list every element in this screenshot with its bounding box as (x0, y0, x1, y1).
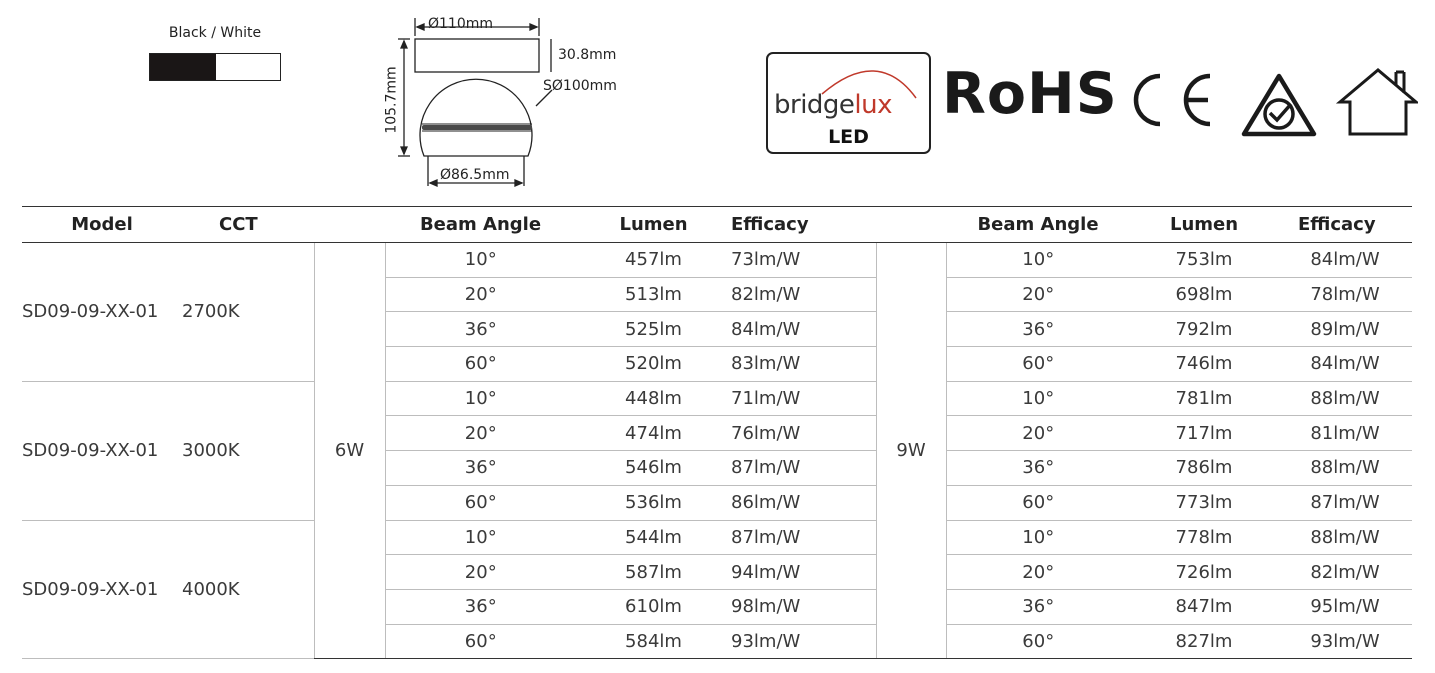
beam-b-cell: 36° (946, 312, 1130, 347)
beam-a-cell: 20° (385, 555, 576, 590)
dimension-top-height: 30.8mm (558, 47, 617, 63)
efficacy-b-cell: 88lm/W (1278, 381, 1412, 416)
efficacy-a-cell: 71lm/W (731, 381, 876, 416)
table-header-row (22, 207, 1412, 243)
header-power-a (314, 207, 385, 243)
efficacy-b-cell: 81lm/W (1278, 416, 1412, 451)
bridgelux-word-b: lux (854, 90, 893, 120)
cct-cell: 3000K (182, 381, 314, 520)
header-efficacy-b: Efficacy (1278, 207, 1412, 243)
beam-a-cell: 20° (385, 416, 576, 451)
lumen-a-cell: 525lm (576, 312, 731, 347)
lumen-b-cell: 847lm (1130, 589, 1278, 624)
beam-b-cell: 10° (946, 243, 1130, 278)
lumen-a-cell: 448lm (576, 381, 731, 416)
efficacy-a-cell: 86lm/W (731, 485, 876, 520)
lumen-b-cell: 726lm (1130, 555, 1278, 590)
efficacy-b-cell: 78lm/W (1278, 277, 1412, 312)
dimension-sphere: SØ100mm (543, 78, 617, 94)
spec-table (22, 206, 1412, 659)
beam-b-cell: 60° (946, 624, 1130, 659)
lumen-b-cell: 698lm (1130, 277, 1278, 312)
lumen-a-cell: 587lm (576, 555, 731, 590)
dimension-drawing (383, 10, 648, 190)
beam-a-cell: 36° (385, 312, 576, 347)
header-efficacy-a: Efficacy (731, 207, 876, 243)
cct-cell: 4000K (182, 520, 314, 659)
beam-b-cell: 36° (946, 451, 1130, 486)
efficacy-a-cell: 87lm/W (731, 451, 876, 486)
efficacy-a-cell: 98lm/W (731, 589, 876, 624)
beam-b-cell: 36° (946, 589, 1130, 624)
lumen-b-cell: 773lm (1130, 485, 1278, 520)
efficacy-a-cell: 87lm/W (731, 520, 876, 555)
lumen-a-cell: 546lm (576, 451, 731, 486)
ce-mark-icon (1136, 76, 1210, 124)
dimension-total-height: 105.7mm (383, 66, 400, 134)
efficacy-b-cell: 82lm/W (1278, 555, 1412, 590)
lumen-a-cell: 457lm (576, 243, 731, 278)
header-power-b (876, 207, 946, 243)
beam-a-cell: 36° (385, 451, 576, 486)
efficacy-b-cell: 89lm/W (1278, 312, 1412, 347)
house-icon (1340, 70, 1416, 134)
lumen-b-cell: 792lm (1130, 312, 1278, 347)
beam-b-cell: 10° (946, 520, 1130, 555)
lumen-a-cell: 544lm (576, 520, 731, 555)
beam-b-cell: 60° (946, 347, 1130, 382)
efficacy-a-cell: 84lm/W (731, 312, 876, 347)
lumen-b-cell: 781lm (1130, 381, 1278, 416)
bridgelux-led-label: LED (828, 126, 869, 148)
efficacy-b-cell: 93lm/W (1278, 624, 1412, 659)
beam-a-cell: 60° (385, 624, 576, 659)
lumen-b-cell: 746lm (1130, 347, 1278, 382)
efficacy-a-cell: 73lm/W (731, 243, 876, 278)
model-cell: SD09-09-XX-01 (22, 381, 182, 520)
color-swatch-black (150, 54, 216, 80)
lumen-b-cell: 753lm (1130, 243, 1278, 278)
header-beam-a: Beam Angle (385, 207, 576, 243)
beam-b-cell: 10° (946, 381, 1130, 416)
beam-b-cell: 20° (946, 555, 1130, 590)
color-swatch-white (216, 54, 280, 80)
efficacy-a-cell: 76lm/W (731, 416, 876, 451)
beam-a-cell: 10° (385, 520, 576, 555)
beam-a-cell: 20° (385, 277, 576, 312)
header-cct: CCT (182, 207, 314, 243)
lumen-b-cell: 717lm (1130, 416, 1278, 451)
table-row (22, 520, 1412, 555)
header-lumen-a: Lumen (576, 207, 731, 243)
color-swatch (149, 53, 281, 81)
bridgelux-wordmark (774, 90, 892, 120)
color-option-label: Black / White (168, 25, 262, 41)
table-row (22, 381, 1412, 416)
lumen-a-cell: 536lm (576, 485, 731, 520)
beam-a-cell: 10° (385, 381, 576, 416)
lumen-b-cell: 778lm (1130, 520, 1278, 555)
dimension-bottom-width: Ø86.5mm (440, 167, 510, 183)
lumen-b-cell: 786lm (1130, 451, 1278, 486)
bridgelux-word-a: bridge (774, 90, 855, 120)
header-beam-b: Beam Angle (946, 207, 1130, 243)
efficacy-a-cell: 83lm/W (731, 347, 876, 382)
product-outline-drawing (388, 10, 648, 190)
certification-marks (1128, 64, 1418, 144)
beam-a-cell: 10° (385, 243, 576, 278)
lumen-a-cell: 520lm (576, 347, 731, 382)
model-cell: SD09-09-XX-01 (22, 520, 182, 659)
efficacy-b-cell: 84lm/W (1278, 243, 1412, 278)
cct-cell: 2700K (182, 243, 314, 382)
table-row (22, 243, 1412, 278)
efficacy-a-cell: 93lm/W (731, 624, 876, 659)
efficacy-b-cell: 87lm/W (1278, 485, 1412, 520)
header-lumen-b: Lumen (1130, 207, 1278, 243)
beam-a-cell: 60° (385, 347, 576, 382)
power-cell-b: 9W (876, 243, 946, 659)
efficacy-a-cell: 94lm/W (731, 555, 876, 590)
lumen-a-cell: 513lm (576, 277, 731, 312)
efficacy-b-cell: 95lm/W (1278, 589, 1412, 624)
efficacy-a-cell: 82lm/W (731, 277, 876, 312)
lumen-b-cell: 827lm (1130, 624, 1278, 659)
beam-b-cell: 20° (946, 277, 1130, 312)
header-model: Model (22, 207, 182, 243)
lumen-a-cell: 610lm (576, 589, 731, 624)
beam-b-cell: 60° (946, 485, 1130, 520)
rcm-mark-icon (1244, 76, 1314, 134)
model-cell: SD09-09-XX-01 (22, 243, 182, 382)
efficacy-b-cell: 88lm/W (1278, 451, 1412, 486)
power-cell-a: 6W (314, 243, 385, 659)
spec-table-body (22, 243, 1412, 659)
beam-a-cell: 36° (385, 589, 576, 624)
efficacy-b-cell: 88lm/W (1278, 520, 1412, 555)
bridgelux-logo (766, 52, 931, 154)
beam-a-cell: 60° (385, 485, 576, 520)
dimension-top-width: Ø110mm (428, 16, 494, 32)
lumen-a-cell: 584lm (576, 624, 731, 659)
rohs-mark: RoHS (942, 61, 1118, 127)
lumen-a-cell: 474lm (576, 416, 731, 451)
beam-b-cell: 20° (946, 416, 1130, 451)
efficacy-b-cell: 84lm/W (1278, 347, 1412, 382)
